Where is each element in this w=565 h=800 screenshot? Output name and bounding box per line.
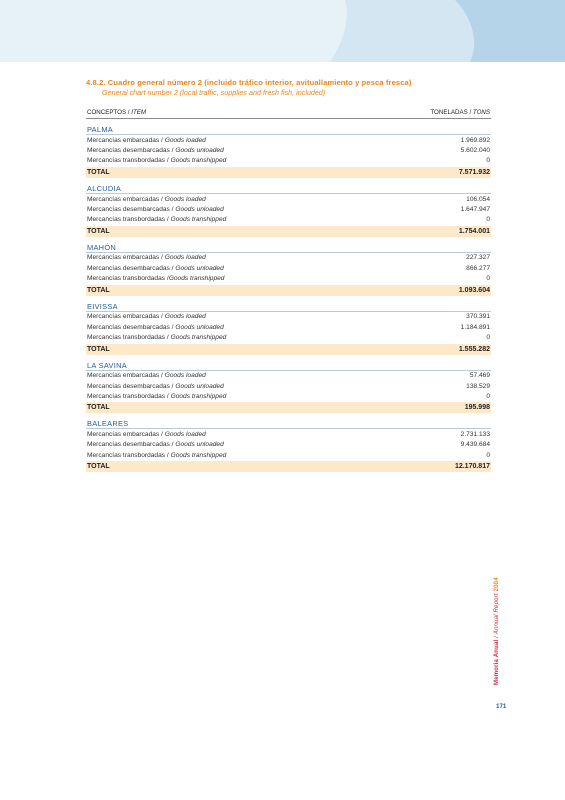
table-row: Mercancías embarcadas / Goods loaded 1.969.892 [87, 136, 490, 144]
total-row: TOTAL 195.998 [87, 404, 490, 412]
value-cell: 138.529 [466, 382, 490, 390]
total-value: 12.170.817 [454, 463, 490, 471]
total-value: 1.093.604 [458, 286, 490, 294]
table-row: Mercancías transbordadas / Goods transhipped 0 [87, 157, 490, 165]
value-cell: 370.391 [466, 313, 490, 321]
port-name: LA SAVINA [86, 360, 491, 371]
total-value: 1.754.001 [458, 227, 490, 235]
port-section-mahon [86, 242, 491, 296]
total-value: 195.998 [464, 404, 490, 412]
total-row: TOTAL 1.093.604 [87, 286, 490, 294]
table-row: Mercancías embarcadas / Goods loaded 2.731.133 [87, 431, 490, 439]
table-row: Mercancías desembarcadas / Goods unloaded 5.602.040 [87, 146, 490, 154]
value-cell: 106.054 [466, 195, 490, 203]
page-number: 171 [496, 703, 507, 710]
value-cell: 1.969.892 [460, 136, 490, 144]
table-row: Mercancías embarcadas / Goods loaded 227.327 [87, 254, 490, 262]
value-cell: 0 [486, 216, 490, 224]
table-row: Mercancías desembarcadas / Goods unloaded 1.647.947 [87, 205, 490, 213]
value-cell: 0 [486, 392, 490, 400]
value-cell: 1.184.891 [460, 323, 490, 331]
value-cell: 0 [486, 157, 490, 165]
table-row: Mercancías transbordadas / Goods transhipped 0 [87, 451, 490, 459]
table-row: Mercancías transbordadas / Goods transhipped 0 [87, 216, 490, 224]
value-cell: 866.277 [466, 264, 490, 272]
value-cell: 9.439.684 [460, 441, 490, 449]
table-row: Mercancías transbordadas / Goods transhipped 0 [87, 333, 490, 341]
port-section-palma [86, 124, 491, 178]
table-row: Mercancías embarcadas / Goods loaded 57.469 [87, 372, 490, 380]
port-section-baleares [86, 418, 491, 472]
total-value: 1.555.282 [458, 345, 490, 353]
title-english: General chart number 2 (local traffic, supplies and fresh fish, included) [102, 88, 326, 97]
table-row: Mercancías transbordadas /Goods transhipped 0 [87, 275, 490, 283]
port-name: MAHÓN [86, 242, 491, 253]
port-section-eivissa [86, 301, 491, 355]
value-cell: 227.327 [466, 254, 490, 262]
annual-report-side-label: Memoria Anual / Annual Report 2004 [494, 577, 500, 685]
title-spanish: 4.8.2. Cuadro general número 2 (incluido tráfico interior, avituallamiento y pesca fresca) [86, 78, 412, 87]
table-row: Mercancías desembarcadas / Goods unloaded 866.277 [87, 264, 490, 272]
header-tons: TONELADAS / TONS [430, 109, 490, 116]
value-cell: 1.647.947 [460, 205, 490, 213]
total-row: TOTAL 1.754.001 [87, 227, 490, 235]
total-value: 7.571.932 [458, 168, 490, 176]
value-cell: 0 [486, 451, 490, 459]
table-row: Mercancías transbordadas / Goods transhipped 0 [87, 392, 490, 400]
value-cell: 0 [486, 275, 490, 283]
total-row: TOTAL 1.555.282 [87, 345, 490, 353]
port-name: EIVISSA [86, 301, 491, 312]
header-concepts: CONCEPTOS / ITEM [87, 109, 147, 116]
port-section-alcudia [86, 183, 491, 237]
total-row: TOTAL 7.571.932 [87, 168, 490, 176]
table-row: Mercancías embarcadas / Goods loaded 106.054 [87, 195, 490, 203]
table-row: Mercancías embarcadas / Goods loaded 370.391 [87, 313, 490, 321]
value-cell: 57.469 [469, 372, 490, 380]
value-cell: 0 [486, 333, 490, 341]
table-row: Mercancías desembarcadas / Goods unloaded 1.184.891 [87, 323, 490, 331]
table-row: Mercancías desembarcadas / Goods unloaded 138.529 [87, 382, 490, 390]
port-name: ALCUDIA [86, 183, 491, 194]
port-name: BALEARES [86, 418, 491, 429]
value-cell: 2.731.133 [460, 431, 490, 439]
port-section-la-savina [86, 360, 491, 414]
table-header [86, 107, 491, 119]
tonnage-table [86, 107, 491, 472]
table-row: Mercancías desembarcadas / Goods unloaded 9.439.684 [87, 441, 490, 449]
section-title [86, 78, 506, 98]
value-cell: 5.602.040 [460, 146, 490, 154]
port-name: PALMA [86, 124, 491, 135]
header-wave-band [0, 0, 565, 62]
total-row: TOTAL 12.170.817 [87, 463, 490, 471]
